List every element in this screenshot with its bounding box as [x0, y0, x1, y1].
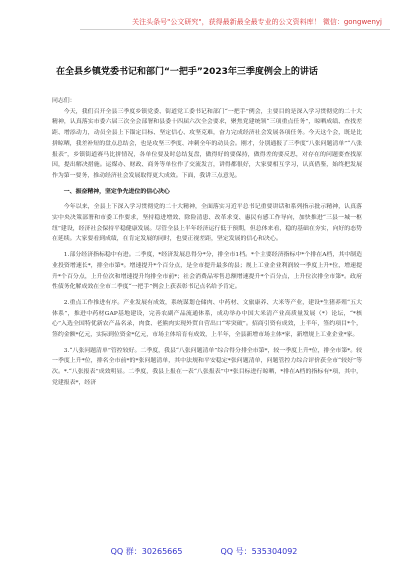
footer-contact: [0, 546, 408, 557]
body-paragraph: 2.重点工作推进有序。产业发展有成效，系统谋划仓储肉、中药材、文旅康养、大米等产业，建设*生猪养殖“五大体系”，推进中药材GAP基地建设，完善农副产品流通体系，成功举办中国大米清产业高质量发展（*）论坛，“*核心”入选全国特优新农产品名录，肉食、老熊肉实现外贸自营出口“零突破”。招商引资有成效，上半年，签约项目*个，签约金额*亿元，实际到位资金*亿元，市场主体培育有成效，上半年，全县新增市场主体*家，新增规上工业企业*家。: [52, 299, 362, 339]
qq-group-text: QQ 群：30265665: [110, 547, 183, 556]
body-paragraph: 3.“八张问题清单”管控较好。二季度，我县“八张问题清单”综合得分排全市第*，较一季度上升*位，排全市第*。较一季度上升*位，排名全市前*的*张问题清单，其中法规和平安稳定*张问题清单，问题管控力综合评价获全市“较好”等次。*.“八张报表”成效明显。二季度，我县上报在一表“八张报表”中*张目标进行晾晒，*排在A档的指标有*项，其中，党建报表*，经济: [52, 347, 362, 386]
body-paragraph: 1.部分经济指标稳中有进。二季度，*经济发展总得分*分，排全市1档。*个主要经济指标中*个排在A档，其中制造业投资增速长*，排全市第*。增速提升*个百分点，是全市提升最多的县；规上工业企业利润较一季度上升*位，增速提升*个百分点，上升位次和增速提升均排全市前*；社会消费品零售总额增速提升*个百分点，上升位次排全市第*。政府性债务化解成效在全市二季度“一把手”例会上获表彰书记点名给予肯定。: [52, 252, 362, 291]
promo-banner: 关注头条号"公文研究"，获得最新最全最专业的公文资料库！ 微信：gongwenyj: [80, 14, 390, 30]
body-paragraph: 今天，我们召开全县三季度乡镇党委、街道党工委书记和部门“一把手”例会，主要目的是深入学习贯彻党的二十大精神，认真落实市委六届三次全会部署和县委十四届六次全会要求，聚焦党建统领“三项重点任务”，晾晒成绩、查找差距、增添动力，动员全县上下锚定目标、坚定信心、攻坚克难，奋力完成经济社会发展各项任务。今天这个会，既是比拼晾晒，我差补短的盘点总结会，也是攻坚三季度、冲刺全年的动员会。刚才，分别通报了三季度“八张问题清单”“八张报表”，乡镇街道赛马比拼情况，各单位要及时总结复盘，做得好的要保持，做得差的要反思，对存在的问题要查找原因，提出解决措施。运煤办、财政、商务等单位作了交流发言，讲得都很好，大家要相互学习，认真借鉴，始终把发展作为第一要务，推动经济社会发展取得更大成效。下面，我讲三点意见。: [52, 108, 362, 179]
document-body: [52, 96, 362, 389]
section-heading: 一、振奋精神，坚定争先进位的信心决心: [63, 187, 170, 195]
salutation: 同志们：: [52, 98, 76, 104]
document-title: 在全县乡镇党委书记和部门“一把手”2023年三季度例会上的讲话: [56, 67, 318, 77]
body-paragraph: 今年以来，全县上下深入学习贯彻党的二十大精神，全面落实习近平总书记重要讲话和系列指示批示精神，认真落实中央决策部署和市委工作要求，坚持稳进增效、除险清患、改革求变、惠民有感工作导向，加快推进“三县一城一枢纽”建设，经济社会保持平稳健康发展。尽管全县上半年经济运行低于预期，但总体来看，稳的基础在夯实，向好的态势在延续。大家要看到成绩，在肯定发展的同时，也要正视差距，坚定发展的信心和决心。: [52, 204, 362, 243]
qq-number-text: QQ 号：535304092: [220, 547, 298, 556]
